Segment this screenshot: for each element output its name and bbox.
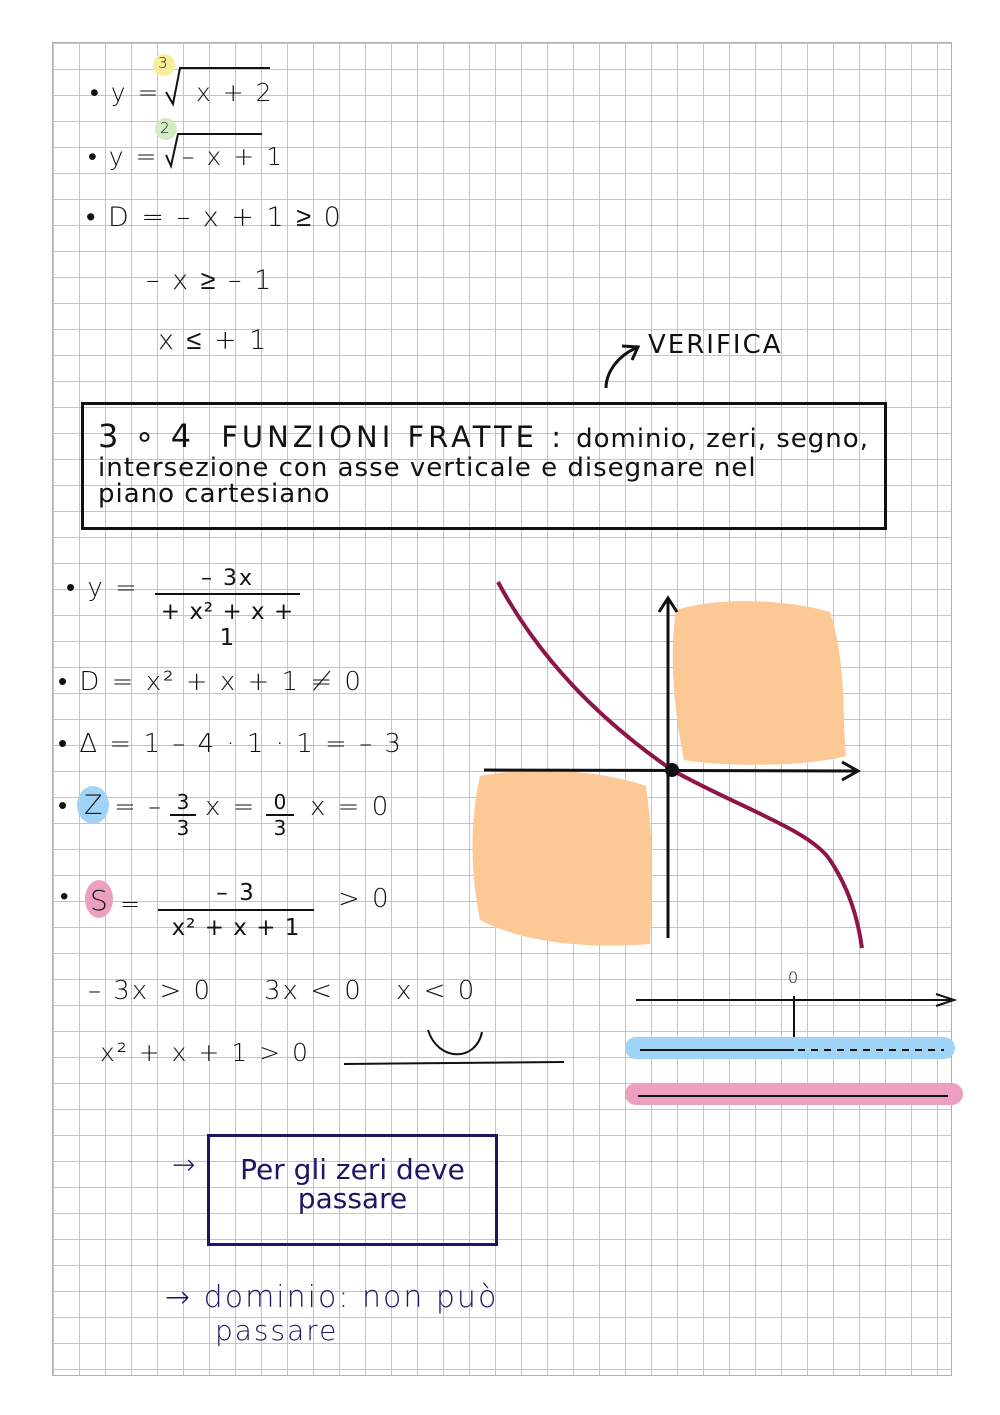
delta-line: • Δ = 1 – 4 · 1 · 1 = – 3 [58,729,403,759]
curved-arrow-icon [606,348,636,388]
zeros-frac2-den: 3 [273,816,287,840]
parabola-axis-line [344,1062,564,1064]
domain-step-2: – x ≥ – 1 [146,265,274,296]
function-numerator: – 3x [200,566,254,591]
shade-region-upper-right [673,601,846,765]
note2-line1: → dominio: non può [165,1280,499,1315]
root-line-1-index: 3 [158,54,170,72]
sign-end: > 0 [338,884,391,914]
zeros-end: x = 0 [310,792,391,822]
root-line-2-index: 2 [160,119,172,137]
task-number: 3 ∘ 4 [98,417,195,455]
task-line3: piano cartesiano [98,479,331,509]
sign-symbol: S [90,884,110,917]
domain-step-3: x ≤ + 1 [158,325,269,356]
sign-step-2: 3x < 0 [264,976,363,1006]
root-line-2-radicand: – x + 1 [182,142,284,171]
note2-line2: passare [215,1314,339,1347]
root-line-2-prefix: • y = [88,142,159,171]
domain-line: • D = x² + x + 1 ≠ 0 [58,667,363,697]
sign-step-1: – 3x > 0 [88,976,213,1006]
domain-step-1: • D = – x + 1 ≥ 0 [86,202,343,233]
note-box-line1: Per gli zeri deve [240,1153,465,1186]
zeros-bullet: • [58,791,70,821]
radical-sign-1 [166,68,270,104]
shade-region-lower-left [473,771,652,946]
function-denominator: + x² + x + 1 [160,599,295,651]
sign-denominator: x² + x + 1 [171,915,301,941]
task-rest-line1: dominio, zeri, segno, [576,424,869,454]
sign-step-3: x < 0 [396,976,477,1006]
task-line2: intersezione con asse verticale e disegnare nel [98,453,757,483]
verifica-note: VERIFICA [648,330,783,360]
note-box-arrow: → [172,1148,198,1181]
sign-numerator: – 3 [216,880,256,906]
task-title: FUNZIONI FRATTE : [221,420,565,454]
sign-step-4: x² + x + 1 > 0 [100,1038,310,1067]
zeros-mid: x = [205,792,257,822]
function-prefix: • y = [66,573,139,603]
zeros-frac1-num: 3 [176,790,190,814]
parabola-icon [428,1030,482,1054]
zeros-symbol: Z [84,790,105,821]
zeros-eq: = – [114,792,164,822]
zeros-frac1-den: 3 [176,816,190,840]
radical-sign-2 [166,134,262,166]
origin-point [665,763,679,777]
note-box-line2: passare [297,1182,408,1215]
root-line-1-radicand: x + 2 [196,78,274,107]
sign-bullet: • [60,882,71,910]
sign-eq: = [120,890,143,918]
sign-chart-origin-label: 0 [788,968,801,987]
root-line-1-prefix: • y = [90,78,161,107]
zeros-frac2-num: 0 [273,790,287,814]
